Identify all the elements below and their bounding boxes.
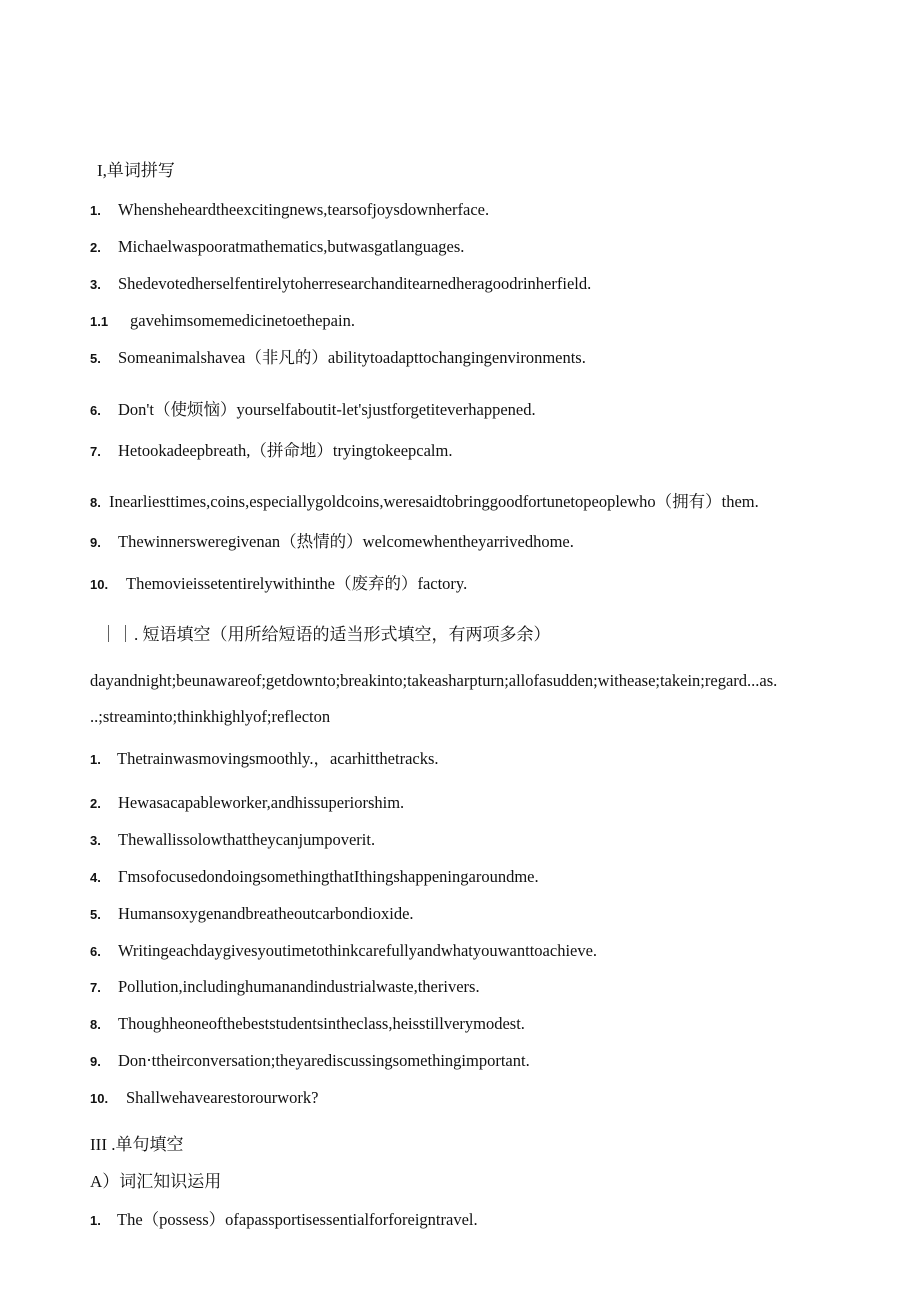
list-item	[90, 940, 597, 963]
item-text: Thoughheoneofthebeststudentsintheclass,heisstillverymodest.	[118, 1014, 525, 1033]
list-item	[90, 310, 355, 333]
item-text: Humansoxygenandbreatheoutcarbondioxide.	[118, 904, 414, 923]
item-text: Writingeachdaygivesyoutimetothinkcarefullyandwhatyouwanttoachieve.	[118, 941, 598, 960]
item-text: Don't（使烦恼）yourselfaboutit-let'sjustforgetiteverhappened.	[118, 400, 536, 419]
item-text: Michaelwaspooratmathematics,butwasgatlanguages.	[118, 237, 465, 256]
item-number: 3.	[90, 277, 101, 292]
item-text: Thewinnersweregivenan（热情的）welcomewhentheyarrivedhome.	[118, 532, 574, 551]
section-1-heading: I,单词拼写	[97, 161, 175, 180]
list-item	[90, 199, 489, 222]
list-item	[90, 347, 586, 370]
list-item	[90, 1050, 530, 1073]
list-item	[90, 792, 404, 815]
section-2-heading: ｜｜. 短语填空（用所给短语的适当形式填空，有两项多余）	[100, 625, 551, 644]
item-text: Thewallissolowthattheycanjumpoverit.	[118, 830, 376, 849]
item-text: Shallwehavearestorourwork?	[126, 1088, 319, 1107]
item-text: Hetookadeepbreath,（拼命地）tryingtokeepcalm.	[118, 441, 453, 460]
item-number: 2.	[90, 796, 101, 811]
list-item	[90, 573, 467, 596]
item-text: Shedevotedherselfentirelytoherresearchanditearnedheragoodrinherfield.	[118, 274, 592, 293]
list-item	[90, 491, 759, 514]
list-item	[90, 1209, 478, 1232]
item-number: 1.	[90, 203, 101, 218]
item-number: 9.	[90, 1054, 101, 1069]
item-number: 7.	[90, 444, 101, 459]
item-text: Γmsofocusedondoingsomethingthat‌Ithingshappeningaroundme.	[118, 867, 539, 886]
section-3-subheading: A）词汇知识运用	[90, 1172, 222, 1191]
item-text: Someanimalshavea（非凡的）abilitytoadapttochangingenvironments.	[118, 348, 586, 367]
list-item	[90, 440, 452, 463]
list-item	[90, 236, 464, 259]
word-bank: dayandnight;beunawareof;getdownto;breakinto;takeasharpturn;allofasudden;withease;takein;regard...as.	[90, 671, 778, 690]
list-item	[90, 1013, 525, 1036]
item-number: 10.	[90, 1091, 109, 1106]
list-item	[90, 273, 591, 296]
item-number: 3.	[90, 833, 101, 848]
item-text: The（possess）ofapassportisessentialforforeigntravel.	[117, 1210, 478, 1229]
list-item	[90, 976, 480, 999]
item-text: Pollution,includinghumanandindustrialwaste,therivers.	[118, 977, 480, 996]
item-text: Themovieissetentirelywithinthe（废弃的）factory.	[126, 574, 468, 593]
list-item	[90, 748, 439, 771]
item-text: Don‧ttheirconversation;theyarediscussingsomethingimportant.	[118, 1051, 530, 1070]
list-item	[90, 1087, 318, 1110]
item-text: Whensheheardtheexcitingnews,tearsofjoysdownherface.	[118, 200, 490, 219]
list-item	[90, 866, 539, 889]
list-item	[90, 399, 536, 422]
item-number: 1.	[90, 752, 101, 767]
item-number: 9.	[90, 535, 101, 550]
list-item	[90, 903, 414, 926]
list-item	[90, 531, 574, 554]
item-number: 4.	[90, 870, 101, 885]
item-number: 6.	[90, 944, 101, 959]
item-number: 1.	[90, 1213, 101, 1228]
item-number: 5.	[90, 351, 101, 366]
item-number: 8.	[90, 495, 101, 510]
item-number: 1.1	[90, 314, 109, 329]
item-number: 8.	[90, 1017, 101, 1032]
item-number: 7.	[90, 980, 101, 995]
item-number: 6.	[90, 403, 101, 418]
item-text: gavehimsomemedicinetoethepain.	[130, 311, 355, 330]
word-bank-continued: ..;streaminto;thinkhighlyof;reflecton	[90, 707, 331, 726]
item-text: Thetrainwasmovingsmoothly.，acarhitthetracks.	[117, 749, 439, 768]
item-text: Inearliesttimes,coins,especiallygoldcoins,weresaidtobringgoodfortunetopeoplewho（拥有）them.	[109, 492, 759, 511]
item-number: 10.	[90, 577, 109, 592]
item-number: 5.	[90, 907, 101, 922]
section-3-heading: III .单句填空	[90, 1135, 184, 1154]
list-item	[90, 829, 375, 852]
item-number: 2.	[90, 240, 101, 255]
item-text: Hewasacapableworker,andhissuperiorshim.	[118, 793, 405, 812]
